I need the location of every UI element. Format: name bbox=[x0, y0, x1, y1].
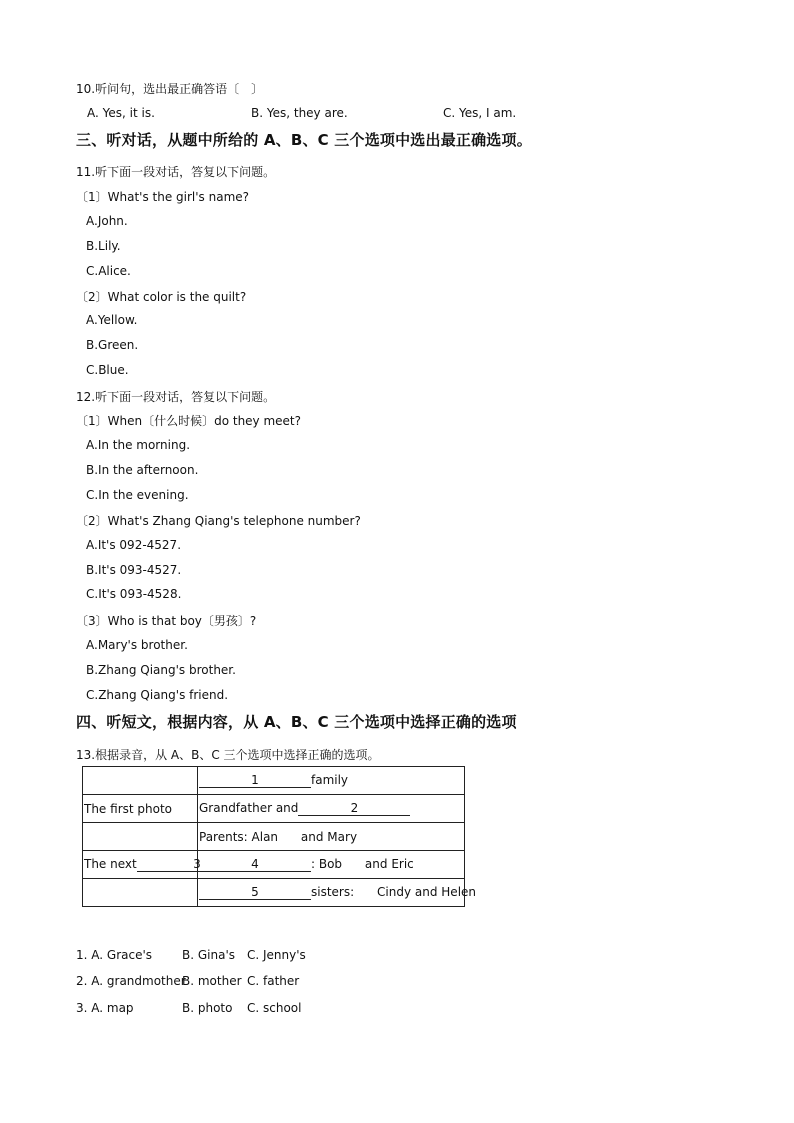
q13-stem: 13.根据录音，从 A、B、C 三个选项中选择正确的选项。 bbox=[76, 748, 380, 762]
q11-p1-question: 〔1〕What's the girl's name? bbox=[76, 190, 250, 204]
q12-p3-option-b: B.Zhang Qiang's brother. bbox=[86, 663, 236, 677]
q11-p1-option-c: C.Alice. bbox=[86, 264, 131, 278]
q12-p2-question: 〔2〕What's Zhang Qiang's telephone number? bbox=[76, 514, 361, 528]
cell-text: : Bob and Eric bbox=[311, 857, 414, 871]
table-cell: Parents: Alan and Mary bbox=[198, 823, 465, 851]
q11-p1-option-b: B.Lily. bbox=[86, 239, 121, 253]
q13-item-2-option-a: 2. A. grandmother bbox=[76, 974, 186, 988]
q13-item-2-option-c: C. father bbox=[247, 974, 300, 988]
q11-p2-option-a: A.Yellow. bbox=[86, 313, 138, 327]
q13-item-1-option-a: 1. A. Grace's bbox=[76, 948, 153, 962]
q13-item-3-option-b: B. photo bbox=[182, 1001, 233, 1015]
q10-stem: 10.听问句，选出最正确答语〔 〕 bbox=[76, 82, 264, 96]
table-cell-label: The first photo bbox=[83, 795, 198, 823]
q10-option-b: B. Yes, they are. bbox=[251, 106, 348, 120]
q11-p2-option-c: C.Blue. bbox=[86, 363, 129, 377]
cell-text: The next bbox=[84, 857, 137, 871]
q12-p2-option-a: A.It's 092-4527. bbox=[86, 538, 182, 552]
q12-p3-option-c: C.Zhang Qiang's friend. bbox=[86, 688, 229, 702]
q12-p1-option-c: C.In the evening. bbox=[86, 488, 189, 502]
q11-p1-option-a: A.John. bbox=[86, 214, 128, 228]
table-cell-empty bbox=[83, 823, 198, 851]
table-row bbox=[83, 795, 465, 823]
q11-p2-question: 〔2〕What color is the quilt? bbox=[76, 290, 247, 304]
q13-item-2-option-b: B. mother bbox=[182, 974, 242, 988]
table-row bbox=[83, 823, 465, 851]
section-4-heading: 四、听短文，根据内容，从 A、B、C 三个选项中选择正确的选项 bbox=[76, 713, 517, 731]
q12-p1-option-a: A.In the morning. bbox=[86, 438, 191, 452]
q13-item-3-option-a: 3. A. map bbox=[76, 1001, 134, 1015]
q13-item-1-option-c: C. Jenny's bbox=[247, 948, 306, 962]
q10-option-a: A. Yes, it is. bbox=[87, 106, 155, 120]
answer-blank-2: 2 bbox=[298, 802, 410, 816]
table-cell bbox=[198, 851, 465, 879]
answer-blank-4: 4 bbox=[199, 858, 311, 872]
family-photo-table bbox=[82, 766, 477, 907]
table-cell bbox=[198, 879, 477, 907]
answer-blank-1: 1 bbox=[199, 774, 311, 788]
q11-stem: 11.听下面一段对话，答复以下问题。 bbox=[76, 165, 276, 179]
section-3-heading: 三、听对话，从题中所给的 A、B、C 三个选项中选出最正确选项。 bbox=[76, 131, 532, 149]
table-cell bbox=[198, 795, 465, 823]
q12-p3-option-a: A.Mary's brother. bbox=[86, 638, 188, 652]
answer-blank-3: 3 bbox=[137, 858, 201, 872]
cell-text: sisters: Cindy and Helen bbox=[311, 885, 477, 899]
cell-text: family bbox=[311, 773, 349, 787]
q13-item-1-option-b: B. Gina's bbox=[182, 948, 236, 962]
answer-blank-5: 5 bbox=[199, 886, 311, 900]
q10-option-c: C. Yes, I am. bbox=[443, 106, 517, 120]
q12-p1-option-b: B.In the afternoon. bbox=[86, 463, 199, 477]
q12-p2-option-b: B.It's 093-4527. bbox=[86, 563, 182, 577]
table-cell bbox=[198, 767, 465, 795]
q12-p3-question: 〔3〕Who is that boy〔男孩〕? bbox=[76, 614, 257, 628]
table-row bbox=[83, 767, 465, 795]
q12-stem: 12.听下面一段对话，答复以下问题。 bbox=[76, 390, 276, 404]
table-cell-empty bbox=[83, 879, 198, 907]
table-cell-empty bbox=[83, 767, 198, 795]
table-row bbox=[83, 879, 465, 907]
q12-p2-option-c: C.It's 093-4528. bbox=[86, 587, 182, 601]
table-cell-label bbox=[83, 851, 201, 879]
q11-p2-option-b: B.Green. bbox=[86, 338, 139, 352]
table-row bbox=[83, 851, 465, 879]
q12-p1-question: 〔1〕When〔什么时候〕do they meet? bbox=[76, 414, 302, 428]
cell-text: Grandfather and bbox=[199, 801, 299, 815]
q13-item-3-option-c: C. school bbox=[247, 1001, 302, 1015]
